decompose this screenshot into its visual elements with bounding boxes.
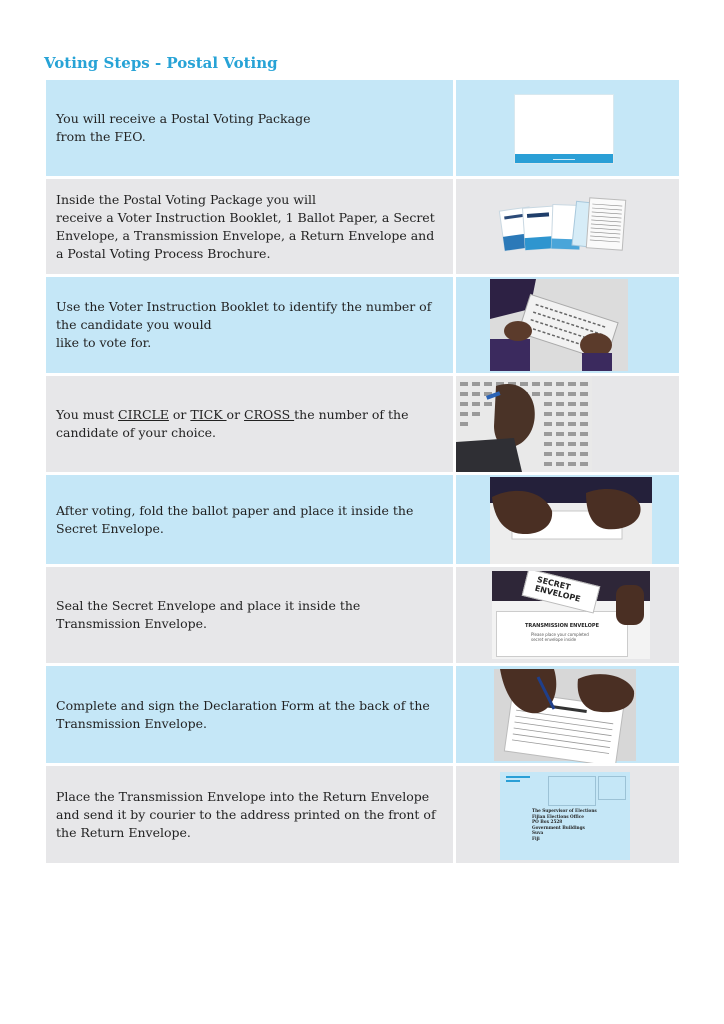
step-row-4 [46,376,679,472]
step-4-image [456,376,679,472]
step-1-text [46,80,453,176]
postage-box [548,776,596,806]
step-4-text-part: the number of the candidate of your choice. [56,407,409,440]
step-6-text [46,567,453,663]
step-row-1 [46,80,679,176]
step-4-text-part: You must [56,407,119,422]
reading-booklet-photo [490,279,679,373]
marking-ballot-photo [456,376,679,472]
stamp-box [598,776,626,800]
steps-table [46,80,679,866]
return-address [532,808,597,842]
step-8-label: Place the Transmission Envelope into the Return Envelope and send it by courier to the address printed on the front of the Return Envelope. [56,788,436,840]
step-row-6 [46,567,679,663]
step-6-label: Seal the Secret Envelope and place it inside the Transmission Envelope. [56,598,361,631]
step-7-image [456,666,679,763]
step-4-text [46,376,453,472]
transmission-envelope-sublabel: Please place your completed secret envelope inside [531,632,589,642]
step-3-label: Use the Voter Instruction Booklet to identify the number of the candidate you would like to vote for. [56,299,432,350]
step-row-5 [46,475,679,564]
step-7-text [46,666,453,763]
step-2-label: Inside the Postal Voting Package you will receive a Voter Instruction Booklet, 1 Ballot Paper, a Secret Envelope, a Transmission Envelope, a Return Envelope and a Postal Voting Process Brochure. [56,191,435,261]
step-5-image [456,475,679,564]
cross-word: CROSS [244,407,295,422]
step-8-image [456,766,679,863]
step-5-label: After voting, fold the ballot paper and place it inside the Secret Envelope. [56,502,414,536]
step-row-2 [46,179,679,274]
circle-word: CIRCLE [118,407,169,422]
step-row-7 [46,666,679,763]
voting-package-contents [456,179,679,274]
address-line: Fiji [532,835,540,841]
return-envelope [500,772,630,860]
step-3-image [456,277,679,373]
step-4-text-part: or [168,407,191,422]
address-line: PO Box 2528 [532,819,563,825]
step-8-text [46,766,453,863]
address-line: The Supervisor of Elections [532,808,597,813]
step-1-label: You will receive a Postal Voting Package from the FEO. [56,111,311,144]
step-row-3 [46,277,679,373]
postal-package-envelope [514,94,614,164]
step-2-text [46,179,453,274]
tick-word: TICK [190,407,227,422]
step-4-label [56,406,443,442]
transmission-envelope-label: TRANSMISSION ENVELOPE [525,623,599,629]
step-4-text-part: or [226,407,245,422]
step-6-image [456,567,679,663]
folding-ballot-photo [490,477,679,564]
address-line: Government Buildings [532,824,585,830]
signing-declaration-photo [494,669,679,763]
address-line: Suva [532,830,544,836]
step-7-label: Complete and sign the Declaration Form at the back of the Transmission Envelope. [56,697,430,731]
address-line: Fijian Elections Office [532,813,584,819]
step-2-image [456,179,679,274]
envelope-logo-bar [506,776,530,778]
sealing-envelope-photo [492,571,650,659]
step-3-text [46,277,453,373]
secret-envelope-label: SECRET ENVELOPE [533,575,582,604]
step-5-text [46,475,453,564]
step-1-image [456,80,679,176]
step-row-8 [46,766,679,863]
page-title: Voting Steps - Postal Voting [44,54,278,72]
